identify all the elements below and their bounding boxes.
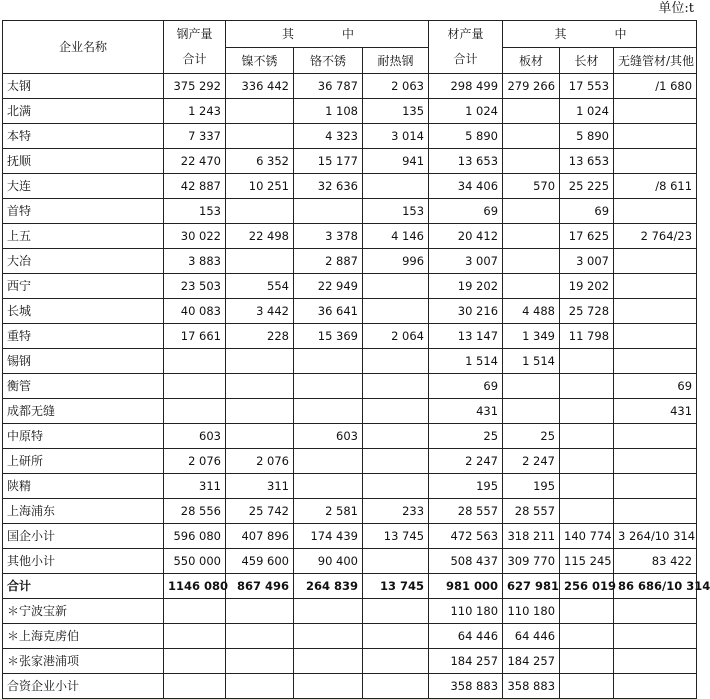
cell-name: 太钢 [3,74,164,99]
cell-name: 北满 [3,99,164,124]
cell-steel: 603 [164,424,226,449]
cell-nickel: 407 896 [226,524,294,549]
cell-nickel: 3 442 [226,299,294,324]
cell-seamless [614,649,697,674]
table-row [3,424,697,449]
cell-nickel [226,374,294,399]
cell-steel [164,349,226,374]
cell-steel: 30 022 [164,224,226,249]
cell-long: 3 007 [560,249,614,274]
table-row [3,274,697,299]
cell-plate [503,99,560,124]
cell-mat: 110 180 [429,599,503,624]
cell-long [560,649,614,674]
cell-mat: 20 412 [429,224,503,249]
cell-chrome: 15 369 [294,324,363,349]
cell-plate: 2 247 [503,449,560,474]
cell-nickel [226,649,294,674]
table-row [3,549,697,574]
cell-chrome: 3 378 [294,224,363,249]
cell-long [560,449,614,474]
cell-mat: 2 247 [429,449,503,474]
cell-heat: 153 [363,199,429,224]
cell-name: 中原特 [3,424,164,449]
cell-name: 合资企业小计 [3,674,164,699]
cell-mat: 64 446 [429,624,503,649]
cell-nickel [226,249,294,274]
cell-mat: 195 [429,474,503,499]
table-row [3,149,697,174]
cell-nickel: 2 076 [226,449,294,474]
cell-nickel [226,624,294,649]
cell-mat: 13 147 [429,324,503,349]
cell-long: 19 202 [560,274,614,299]
cell-seamless: /1 680 [614,74,697,99]
cell-heat: 4 146 [363,224,429,249]
cell-nickel: 25 742 [226,499,294,524]
cell-plate: 28 557 [503,499,560,524]
cell-chrome: 603 [294,424,363,449]
cell-name: 其他小计 [3,549,164,574]
cell-steel: 22 470 [164,149,226,174]
cell-chrome [294,199,363,224]
cell-steel [164,624,226,649]
cell-mat: 1 024 [429,99,503,124]
cell-long [560,349,614,374]
table-row [3,574,697,599]
cell-seamless: 86 686/10 314 [614,574,697,599]
cell-seamless [614,449,697,474]
table-row [3,99,697,124]
cell-plate: 195 [503,474,560,499]
cell-seamless: 2 764/23 [614,224,697,249]
cell-name: 锡钢 [3,349,164,374]
cell-long: 13 653 [560,149,614,174]
cell-mat: 28 557 [429,499,503,524]
cell-steel: 1 243 [164,99,226,124]
cell-name: 大连 [3,174,164,199]
cell-plate: 1 514 [503,349,560,374]
cell-plate [503,399,560,424]
cell-nickel: 336 442 [226,74,294,99]
cell-mat: 69 [429,374,503,399]
cell-steel: 375 292 [164,74,226,99]
cell-chrome: 264 839 [294,574,363,599]
cell-name: ＊上海克虏伯 [3,624,164,649]
cell-plate: 279 266 [503,74,560,99]
cell-chrome [294,449,363,474]
cell-long [560,399,614,424]
cell-chrome: 32 636 [294,174,363,199]
cell-seamless: 431 [614,399,697,424]
header-long: 长材 [560,48,614,74]
cell-plate: 64 446 [503,624,560,649]
cell-heat: 3 014 [363,124,429,149]
cell-steel [164,399,226,424]
cell-plate: 184 257 [503,649,560,674]
cell-chrome [294,374,363,399]
cell-heat [363,624,429,649]
header-heat-resistant: 耐热钢 [363,48,429,74]
table-row [3,324,697,349]
cell-steel: 596 080 [164,524,226,549]
cell-heat [363,424,429,449]
cell-plate: 309 770 [503,549,560,574]
cell-plate: 25 [503,424,560,449]
steel-production-table [2,20,710,699]
header-steel-total [164,21,226,74]
cell-long [560,374,614,399]
cell-name: 重特 [3,324,164,349]
cell-long [560,424,614,449]
cell-steel: 40 083 [164,299,226,324]
cell-seamless [614,149,697,174]
cell-mat: 30 216 [429,299,503,324]
cell-heat [363,599,429,624]
cell-seamless [614,274,697,299]
cell-chrome: 2 581 [294,499,363,524]
cell-seamless: 69 [614,374,697,399]
cell-name: 上五 [3,224,164,249]
cell-plate [503,249,560,274]
cell-chrome [294,624,363,649]
cell-name: 上海浦东 [3,499,164,524]
cell-nickel [226,424,294,449]
table-row [3,399,697,424]
cell-mat: 1 514 [429,349,503,374]
cell-chrome [294,599,363,624]
cell-plate: 358 883 [503,674,560,699]
cell-nickel: 22 498 [226,224,294,249]
cell-mat: 431 [429,399,503,424]
table-row [3,174,697,199]
cell-steel [164,599,226,624]
cell-heat [363,374,429,399]
cell-heat: 2 064 [363,324,429,349]
cell-long: 11 798 [560,324,614,349]
cell-seamless [614,99,697,124]
cell-nickel: 459 600 [226,549,294,574]
table-body [3,74,710,699]
cell-heat: 13 745 [363,524,429,549]
cell-chrome [294,399,363,424]
table-row [3,649,697,674]
cell-chrome: 1 108 [294,99,363,124]
cell-long [560,674,614,699]
table-row [3,524,697,549]
cell-nickel: 554 [226,274,294,299]
cell-steel: 17 661 [164,324,226,349]
table-row [3,124,697,149]
cell-heat [363,299,429,324]
table-row [3,674,697,699]
cell-seamless [614,624,697,649]
cell-plate [503,149,560,174]
cell-long: 256 019 [560,574,614,599]
cell-long: 25 225 [560,174,614,199]
cell-nickel [226,674,294,699]
cell-heat [363,674,429,699]
cell-heat [363,399,429,424]
cell-steel: 42 887 [164,174,226,199]
cell-chrome: 36 787 [294,74,363,99]
cell-mat: 34 406 [429,174,503,199]
cell-long: 5 890 [560,124,614,149]
cell-nickel: 311 [226,474,294,499]
cell-nickel [226,199,294,224]
cell-steel [164,674,226,699]
cell-chrome: 22 949 [294,274,363,299]
cell-nickel: 6 352 [226,149,294,174]
cell-heat [363,349,429,374]
cell-chrome [294,674,363,699]
table-row [3,474,697,499]
cell-mat: 508 437 [429,549,503,574]
cell-long: 25 728 [560,299,614,324]
cell-chrome: 15 177 [294,149,363,174]
cell-seamless [614,299,697,324]
cell-long [560,499,614,524]
cell-mat: 19 202 [429,274,503,299]
cell-plate [503,199,560,224]
cell-plate [503,274,560,299]
table-row [3,499,697,524]
cell-mat: 69 [429,199,503,224]
cell-name: 首特 [3,199,164,224]
cell-name: ＊宁波宝新 [3,599,164,624]
cell-heat: 941 [363,149,429,174]
cell-steel: 28 556 [164,499,226,524]
cell-nickel [226,124,294,149]
cell-plate [503,224,560,249]
cell-name: 抚顺 [3,149,164,174]
cell-plate: 570 [503,174,560,199]
table-row [3,624,697,649]
cell-mat: 981 000 [429,574,503,599]
cell-name: 上研所 [3,449,164,474]
cell-heat [363,649,429,674]
cell-nickel [226,399,294,424]
table-row [3,299,697,324]
cell-nickel: 867 496 [226,574,294,599]
header-steel-bottom: 合计 [182,52,207,66]
cell-seamless: /8 611 [614,174,697,199]
cell-plate [503,374,560,399]
cell-chrome: 90 400 [294,549,363,574]
header-company-name: 企业名称 [3,21,164,74]
cell-seamless: 3 264/10 314 [614,524,697,549]
cell-name: 衡管 [3,374,164,399]
table-row [3,224,697,249]
cell-long: 17 625 [560,224,614,249]
cell-heat: 13 745 [363,574,429,599]
cell-heat: 135 [363,99,429,124]
cell-steel: 153 [164,199,226,224]
cell-seamless [614,474,697,499]
cell-steel: 23 503 [164,274,226,299]
cell-steel: 311 [164,474,226,499]
cell-mat: 184 257 [429,649,503,674]
header-material-total [429,21,503,74]
table-row [3,199,697,224]
cell-plate: 4 488 [503,299,560,324]
header-nickel-stainless: 镍不锈 [226,48,294,74]
cell-chrome: 2 887 [294,249,363,274]
cell-seamless [614,599,697,624]
cell-plate: 627 981 [503,574,560,599]
header-steel-breakdown: 其 中 [226,21,429,48]
header-steel-top: 钢产量 [176,27,213,41]
cell-nickel [226,599,294,624]
cell-nickel [226,99,294,124]
cell-name: ＊张家港浦项 [3,649,164,674]
cell-heat [363,449,429,474]
table-row [3,249,697,274]
cell-mat: 13 653 [429,149,503,174]
cell-name: 国企小计 [3,524,164,549]
cell-heat [363,274,429,299]
table-row [3,449,697,474]
table-row [3,74,697,99]
header-material-top: 材产量 [447,27,484,41]
table-row [3,599,697,624]
cell-steel [164,374,226,399]
cell-nickel: 228 [226,324,294,349]
cell-plate: 1 349 [503,324,560,349]
cell-heat [363,174,429,199]
header-plate: 板材 [503,48,560,74]
cell-chrome: 4 323 [294,124,363,149]
cell-mat: 25 [429,424,503,449]
cell-nickel: 10 251 [226,174,294,199]
cell-heat [363,474,429,499]
cell-name: 大冶 [3,249,164,274]
cell-long: 1 024 [560,99,614,124]
cell-chrome: 36 641 [294,299,363,324]
cell-steel: 3 883 [164,249,226,274]
cell-name: 长城 [3,299,164,324]
cell-steel: 1146 080 [164,574,226,599]
cell-seamless [614,324,697,349]
cell-steel: 7 337 [164,124,226,149]
cell-seamless [614,124,697,149]
header-chrome-stainless: 铬不锈 [294,48,363,74]
table-header [3,21,697,74]
cell-seamless [614,349,697,374]
cell-long [560,474,614,499]
cell-long: 69 [560,199,614,224]
cell-steel: 550 000 [164,549,226,574]
header-material-breakdown: 其 中 [503,21,697,48]
cell-mat: 5 890 [429,124,503,149]
cell-long: 140 774 [560,524,614,549]
cell-name: 西宁 [3,274,164,299]
cell-seamless [614,499,697,524]
cell-nickel [226,349,294,374]
header-material-bottom: 合计 [453,52,478,66]
cell-long [560,624,614,649]
cell-mat: 472 563 [429,524,503,549]
cell-chrome [294,349,363,374]
cell-mat: 358 883 [429,674,503,699]
cell-plate: 110 180 [503,599,560,624]
unit-label: 单位:t [658,1,694,16]
cell-chrome [294,649,363,674]
cell-seamless: 83 422 [614,549,697,574]
cell-seamless [614,199,697,224]
table-row [3,374,697,399]
cell-name: 陕精 [3,474,164,499]
cell-mat: 298 499 [429,74,503,99]
cell-seamless [614,424,697,449]
cell-steel [164,649,226,674]
cell-heat: 233 [363,499,429,524]
cell-heat: 2 063 [363,74,429,99]
cell-heat: 996 [363,249,429,274]
table-row [3,349,697,374]
cell-plate [503,124,560,149]
cell-heat [363,549,429,574]
cell-seamless [614,249,697,274]
cell-mat: 3 007 [429,249,503,274]
cell-seamless [614,674,697,699]
cell-name: 本特 [3,124,164,149]
cell-steel: 2 076 [164,449,226,474]
cell-chrome [294,474,363,499]
cell-long [560,599,614,624]
cell-name: 成都无缝 [3,399,164,424]
cell-name: 合计 [3,574,164,599]
cell-long: 17 553 [560,74,614,99]
cell-long: 115 245 [560,549,614,574]
cell-chrome: 174 439 [294,524,363,549]
header-seamless: 无缝管材/其他 [614,48,697,74]
cell-plate: 318 211 [503,524,560,549]
